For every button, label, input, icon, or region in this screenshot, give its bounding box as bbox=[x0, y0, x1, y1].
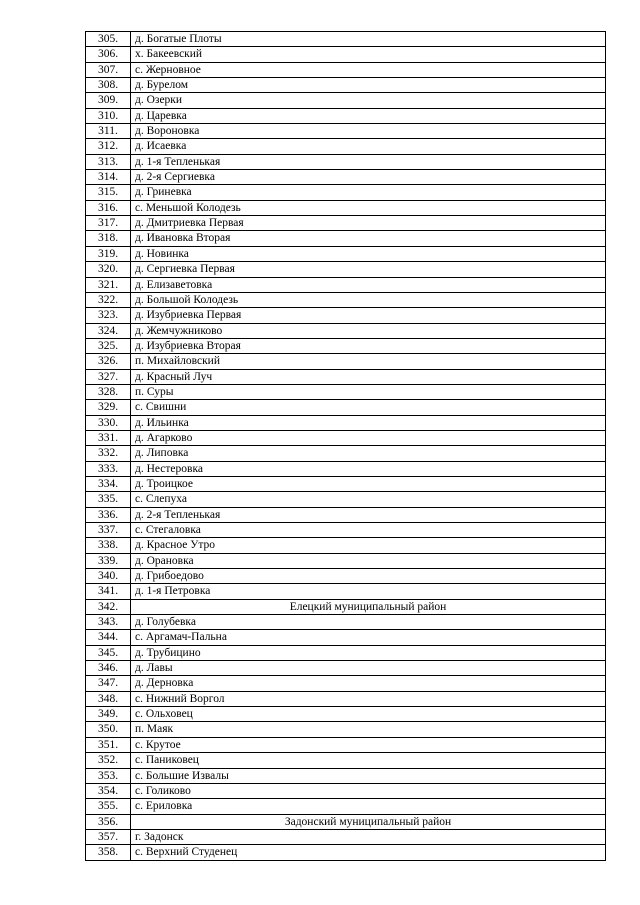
settlement-name: д. 2-я Сергиевка bbox=[131, 170, 606, 185]
row-number: 353. bbox=[86, 768, 131, 783]
row-number: 328. bbox=[86, 384, 131, 399]
table-row bbox=[86, 292, 606, 307]
table-row bbox=[86, 216, 606, 231]
table-row bbox=[86, 170, 606, 185]
row-number: 320. bbox=[86, 262, 131, 277]
settlement-name: с. Паниковец bbox=[131, 753, 606, 768]
settlement-name: с. Жерновное bbox=[131, 62, 606, 77]
settlement-name: д. Нестеровка bbox=[131, 461, 606, 476]
row-number: 311. bbox=[86, 124, 131, 139]
settlement-name: с. Нижний Воргол bbox=[131, 691, 606, 706]
table-row bbox=[86, 523, 606, 538]
settlement-name: д. Новинка bbox=[131, 246, 606, 261]
district-header-row bbox=[86, 599, 606, 614]
settlement-name: с. Голиково bbox=[131, 783, 606, 798]
district-name: Задонский муниципальный район bbox=[131, 814, 606, 829]
row-number: 357. bbox=[86, 829, 131, 844]
settlement-name: с. Ольховец bbox=[131, 707, 606, 722]
row-number: 317. bbox=[86, 216, 131, 231]
table-row bbox=[86, 507, 606, 522]
settlement-name: с. Меньшой Колодезь bbox=[131, 200, 606, 215]
settlement-name: д. Троицкое bbox=[131, 476, 606, 491]
settlement-name: с. Большие Извалы bbox=[131, 768, 606, 783]
table-row bbox=[86, 461, 606, 476]
settlement-name: с. Аргамач-Пальна bbox=[131, 630, 606, 645]
row-number: 315. bbox=[86, 185, 131, 200]
row-number: 308. bbox=[86, 78, 131, 93]
table-row bbox=[86, 492, 606, 507]
table-row bbox=[86, 323, 606, 338]
settlement-name: с. Ериловка bbox=[131, 799, 606, 814]
settlements-table-container bbox=[85, 31, 606, 861]
settlement-name: д. Богатые Плоты bbox=[131, 32, 606, 47]
row-number: 333. bbox=[86, 461, 131, 476]
row-number: 324. bbox=[86, 323, 131, 338]
row-number: 335. bbox=[86, 492, 131, 507]
settlements-table bbox=[85, 31, 606, 861]
settlement-name: п. Михайловский bbox=[131, 354, 606, 369]
table-row bbox=[86, 78, 606, 93]
table-row bbox=[86, 783, 606, 798]
row-number: 332. bbox=[86, 446, 131, 461]
settlement-name: с. Стегаловка bbox=[131, 523, 606, 538]
settlement-name: д. Вороновка bbox=[131, 124, 606, 139]
row-number: 347. bbox=[86, 676, 131, 691]
table-row bbox=[86, 707, 606, 722]
table-row bbox=[86, 645, 606, 660]
row-number: 348. bbox=[86, 691, 131, 706]
row-number: 340. bbox=[86, 569, 131, 584]
row-number: 352. bbox=[86, 753, 131, 768]
settlement-name: д. Жемчужниково bbox=[131, 323, 606, 338]
row-number: 358. bbox=[86, 845, 131, 860]
table-row bbox=[86, 829, 606, 844]
row-number: 351. bbox=[86, 737, 131, 752]
settlement-name: д. Ильинка bbox=[131, 415, 606, 430]
settlement-name: д. Изубриевка Вторая bbox=[131, 338, 606, 353]
table-row bbox=[86, 277, 606, 292]
table-row bbox=[86, 108, 606, 123]
row-number: 312. bbox=[86, 139, 131, 154]
row-number: 327. bbox=[86, 369, 131, 384]
row-number: 338. bbox=[86, 538, 131, 553]
table-row bbox=[86, 246, 606, 261]
table-row bbox=[86, 262, 606, 277]
table-row bbox=[86, 93, 606, 108]
settlement-name: с. Слепуха bbox=[131, 492, 606, 507]
table-row bbox=[86, 338, 606, 353]
row-number: 325. bbox=[86, 338, 131, 353]
row-number: 344. bbox=[86, 630, 131, 645]
table-row bbox=[86, 415, 606, 430]
settlement-name: д. Липовка bbox=[131, 446, 606, 461]
settlement-name: д. Дерновка bbox=[131, 676, 606, 691]
district-name: Елецкий муниципальный район bbox=[131, 599, 606, 614]
row-number: 319. bbox=[86, 246, 131, 261]
row-number: 314. bbox=[86, 170, 131, 185]
settlement-name: д. Агарково bbox=[131, 430, 606, 445]
settlement-name: п. Маяк bbox=[131, 722, 606, 737]
table-row bbox=[86, 691, 606, 706]
settlement-name: д. Красное Утро bbox=[131, 538, 606, 553]
settlement-name: с. Крутое bbox=[131, 737, 606, 752]
row-number: 341. bbox=[86, 584, 131, 599]
settlement-name: д. Сергиевка Первая bbox=[131, 262, 606, 277]
row-number: 309. bbox=[86, 93, 131, 108]
table-row bbox=[86, 737, 606, 752]
table-row bbox=[86, 308, 606, 323]
row-number: 356. bbox=[86, 814, 131, 829]
table-row bbox=[86, 62, 606, 77]
row-number: 306. bbox=[86, 47, 131, 62]
settlement-name: д. Красный Луч bbox=[131, 369, 606, 384]
row-number: 307. bbox=[86, 62, 131, 77]
settlement-name: д. Лавы bbox=[131, 661, 606, 676]
settlement-name: д. Гриневка bbox=[131, 185, 606, 200]
table-row bbox=[86, 185, 606, 200]
row-number: 345. bbox=[86, 645, 131, 660]
district-header-row bbox=[86, 814, 606, 829]
table-row bbox=[86, 553, 606, 568]
table-row bbox=[86, 768, 606, 783]
table-row bbox=[86, 538, 606, 553]
table-row bbox=[86, 32, 606, 47]
row-number: 355. bbox=[86, 799, 131, 814]
row-number: 343. bbox=[86, 615, 131, 630]
settlement-name: г. Задонск bbox=[131, 829, 606, 844]
settlement-name: п. Суры bbox=[131, 384, 606, 399]
row-number: 329. bbox=[86, 400, 131, 415]
row-number: 349. bbox=[86, 707, 131, 722]
table-row bbox=[86, 154, 606, 169]
table-row bbox=[86, 47, 606, 62]
table-body bbox=[86, 32, 606, 861]
row-number: 346. bbox=[86, 661, 131, 676]
settlement-name: д. Елизаветовка bbox=[131, 277, 606, 292]
table-row bbox=[86, 231, 606, 246]
settlement-name: д. Ивановка Вторая bbox=[131, 231, 606, 246]
settlement-name: с. Свишни bbox=[131, 400, 606, 415]
table-row bbox=[86, 584, 606, 599]
row-number: 326. bbox=[86, 354, 131, 369]
table-row bbox=[86, 369, 606, 384]
table-row bbox=[86, 722, 606, 737]
settlement-name: д. 1-я Тепленькая bbox=[131, 154, 606, 169]
table-row bbox=[86, 569, 606, 584]
table-row bbox=[86, 446, 606, 461]
row-number: 350. bbox=[86, 722, 131, 737]
row-number: 321. bbox=[86, 277, 131, 292]
settlement-name: д. 2-я Тепленькая bbox=[131, 507, 606, 522]
table-row bbox=[86, 476, 606, 491]
row-number: 336. bbox=[86, 507, 131, 522]
table-row bbox=[86, 400, 606, 415]
table-row bbox=[86, 615, 606, 630]
settlement-name: х. Бакеевский bbox=[131, 47, 606, 62]
settlement-name: д. Царевка bbox=[131, 108, 606, 123]
row-number: 337. bbox=[86, 523, 131, 538]
table-row bbox=[86, 753, 606, 768]
settlement-name: д. Бурелом bbox=[131, 78, 606, 93]
row-number: 331. bbox=[86, 430, 131, 445]
settlement-name: с. Верхний Студенец bbox=[131, 845, 606, 860]
table-row bbox=[86, 384, 606, 399]
row-number: 316. bbox=[86, 200, 131, 215]
settlement-name: д. Изубриевка Первая bbox=[131, 308, 606, 323]
table-row bbox=[86, 430, 606, 445]
settlement-name: д. Большой Колодезь bbox=[131, 292, 606, 307]
row-number: 339. bbox=[86, 553, 131, 568]
table-row bbox=[86, 200, 606, 215]
row-number: 310. bbox=[86, 108, 131, 123]
settlement-name: д. Трубицино bbox=[131, 645, 606, 660]
row-number: 318. bbox=[86, 231, 131, 246]
settlement-name: д. Дмитриевка Первая bbox=[131, 216, 606, 231]
row-number: 334. bbox=[86, 476, 131, 491]
settlement-name: д. Голубевка bbox=[131, 615, 606, 630]
row-number: 313. bbox=[86, 154, 131, 169]
row-number: 323. bbox=[86, 308, 131, 323]
settlement-name: д. Исаевка bbox=[131, 139, 606, 154]
table-row bbox=[86, 630, 606, 645]
settlement-name: д. Озерки bbox=[131, 93, 606, 108]
row-number: 354. bbox=[86, 783, 131, 798]
table-row bbox=[86, 845, 606, 860]
table-row bbox=[86, 676, 606, 691]
table-row bbox=[86, 661, 606, 676]
settlement-name: д. Орановка bbox=[131, 553, 606, 568]
table-row bbox=[86, 124, 606, 139]
settlement-name: д. Грибоедово bbox=[131, 569, 606, 584]
row-number: 305. bbox=[86, 32, 131, 47]
table-row bbox=[86, 139, 606, 154]
settlement-name: д. 1-я Петровка bbox=[131, 584, 606, 599]
row-number: 322. bbox=[86, 292, 131, 307]
row-number: 342. bbox=[86, 599, 131, 614]
table-row bbox=[86, 799, 606, 814]
table-row bbox=[86, 354, 606, 369]
row-number: 330. bbox=[86, 415, 131, 430]
